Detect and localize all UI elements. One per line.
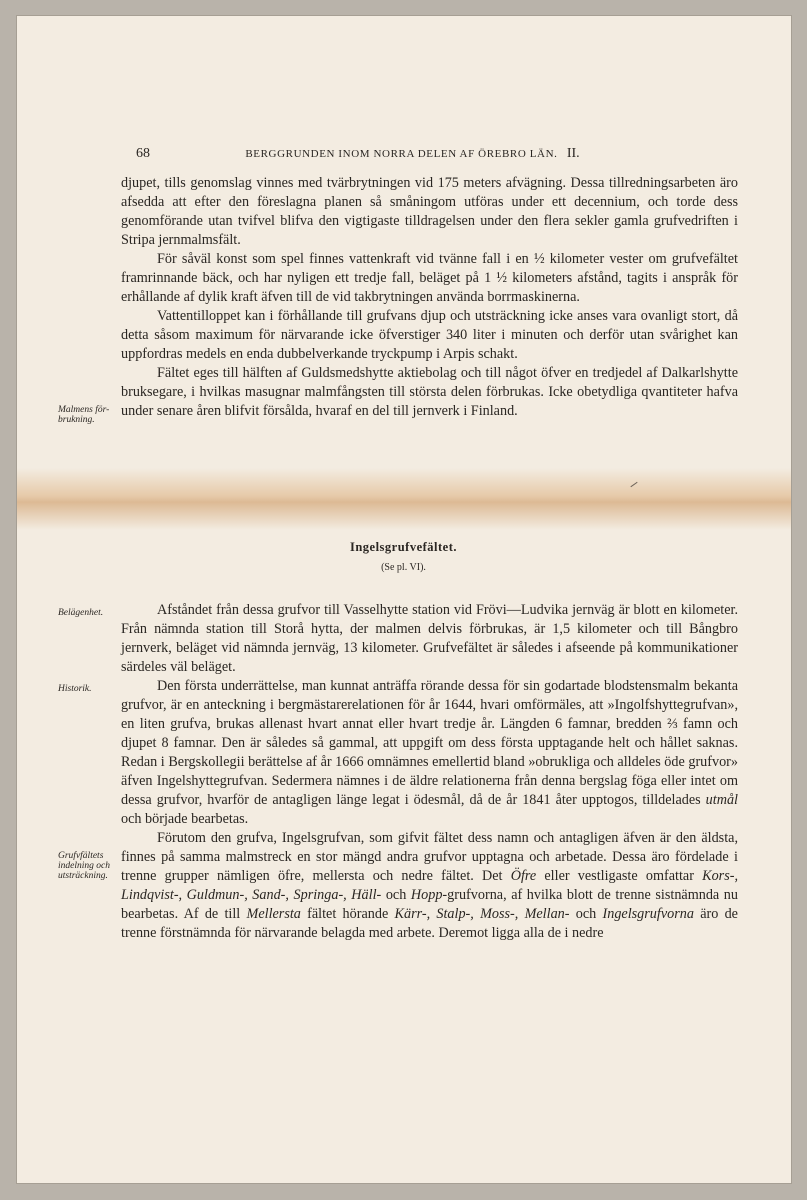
margin-note-historik: Historik. bbox=[58, 684, 92, 694]
running-header bbox=[136, 146, 696, 162]
text-run: fältet hörande bbox=[300, 906, 395, 922]
paragraph-indelning bbox=[121, 829, 738, 943]
text-run: och bbox=[569, 906, 603, 922]
body-text-bottom bbox=[121, 601, 738, 943]
page-number: 68 bbox=[136, 146, 150, 161]
italic-term: Kors-, Lindqvist-, Guldmun-, Sand-, Springa-, Häll- bbox=[121, 868, 738, 903]
section-title: Ingelsgrufvefältet. bbox=[349, 540, 458, 554]
margin-note-malmens: Malmens för-brukning. bbox=[58, 405, 110, 425]
text-run: äro de trenne förstnämnda för närvarande belagda med arbete. Deremot ligga alla de i nedre bbox=[121, 906, 738, 941]
italic-term: utmål bbox=[705, 792, 738, 808]
text-run: eller vestligaste omfattar bbox=[536, 868, 703, 884]
paragraph: Fältet eges till hälften af Guldsmedshytte aktiebolag och till något öfver en tredjedel af Dalkarlshytte bruksegare, i hvilkas masugnar malmfångsten till största delen förbrukas. Icke obetydliga qvantiteter hafva under senare åren blifvit försålda, hvaraf en del till jernverk i Finland. bbox=[121, 365, 738, 419]
running-title: BERGGRUNDEN INOM NORRA DELEN AF ÖREBRO LÄN. bbox=[245, 148, 558, 160]
text-run: och bbox=[381, 887, 411, 903]
paragraph: För såväl konst som spel finnes vattenkraft vid tvänne fall i en ½ kilometer vester om grufvefältet framrinnande bäck, och har nyligen ett tredje fall, beläget på 1 ½ kilometers afstånd, tagits i anspråk för erhållande af dylik kraft äfven till de vid takbrytningen använda borrmaskinerna. bbox=[121, 251, 738, 305]
text-run: Den första underrättelse, man kunnat anträffa rörande dessa för sin godartade blodstensmalm bekanta grufvor, är en anteckning i bergmästarerelationen för år 1644, hvari omförmäles, att »Ingolfshyttegrufvan», en liten grufva, brukas allenast hvart annat eller hvart tredje år. Längden 6 famnar, bredden ⅔ famn och djupet 8 famnar. Den är således så gammal, att uppgift om dess första upptagande helt och hållet saknas. Redan i Bergskollegii berättelse af år 1666 omnämnes emellertid bland »obrukliga och alldeles öde grufvor» äfven Ingelshyttegrufvan. Sedermera nämnes i de äldre relationerna från denna bergslag föga eller intet om dessa grufvor, hvarför de antagligen länge legat i ödesmål, då de år 1841 åter upptogos, tilldelades bbox=[121, 678, 738, 808]
italic-term: Kärr-, Stalp-, Moss-, Mellan- bbox=[394, 906, 570, 922]
part-number: II. bbox=[566, 146, 580, 161]
body-text-top bbox=[121, 174, 738, 421]
text-run: och började bearbetas. bbox=[121, 811, 249, 827]
paragraph-belagenhet: Afståndet från dessa grufvor till Vasselhytte station vid Frövi—Ludvika jernväg är blott en kilometer. Från nämnda station till Storå hytta, der malmen delvis förbrukas, är 1,5 kilometer och till Bångbro jernverk, beläget vid nämnda jernväg, 13 kilometer. Grufvefältet är således i afseende på kommunikationer särdeles väl beläget. bbox=[121, 602, 738, 675]
italic-term: Hopp bbox=[410, 887, 443, 903]
page-fold-stain bbox=[17, 468, 791, 530]
paragraph: djupet, tills genomslag vinnes med tvärbrytningen vid 175 meters afvägning. Dessa tillredningsarbeten äro afsedda att efter den föreslagna planen så småningom utföras under ett decennium, och torde dess genomförande utan tvifvel blifva den vigtigaste tilldragelsen under den flera sekler gamla grufvedriften i Stripa jernmalmsfält. bbox=[121, 175, 738, 248]
paragraph-historik bbox=[121, 677, 738, 829]
margin-note-grufvfaltets: Grufvfältets indelning och utsträckning. bbox=[58, 851, 110, 881]
italic-term: Öfre bbox=[510, 868, 537, 884]
text-run: Förutom den grufva, Ingelsgrufvan, som gifvit fältet dess namn och antagligen äfven är den äldsta, finnes på samma malmstreck en stor mängd andra grufvor upptagna och arbetade. Dessa äro fördelade i trenne grupper nämligen öfre, mellersta och nedre fältet. Det bbox=[121, 830, 738, 884]
italic-term: Ingelsgrufvorna bbox=[602, 906, 694, 922]
margin-note-belagenhet: Belägenhet. bbox=[58, 608, 104, 618]
italic-term: Mellersta bbox=[246, 906, 301, 922]
paragraph: Vattentilloppet kan i förhållande till grufvans djup och utsträckning icke anses vara ovanligt stort, då detta såsom maximum för närvarande icke öfverstiger 340 liter i minuten och derför utan svårighet kan uppfordras medels en enda dubbelverkande tryckpump i Arpis schakt. bbox=[121, 308, 738, 362]
section-reference: (Se pl. VI). bbox=[381, 562, 426, 573]
text-run: -grufvorna, af hvilka blott de trenne sistnämnda nu bearbetas. Af de till bbox=[121, 887, 738, 922]
